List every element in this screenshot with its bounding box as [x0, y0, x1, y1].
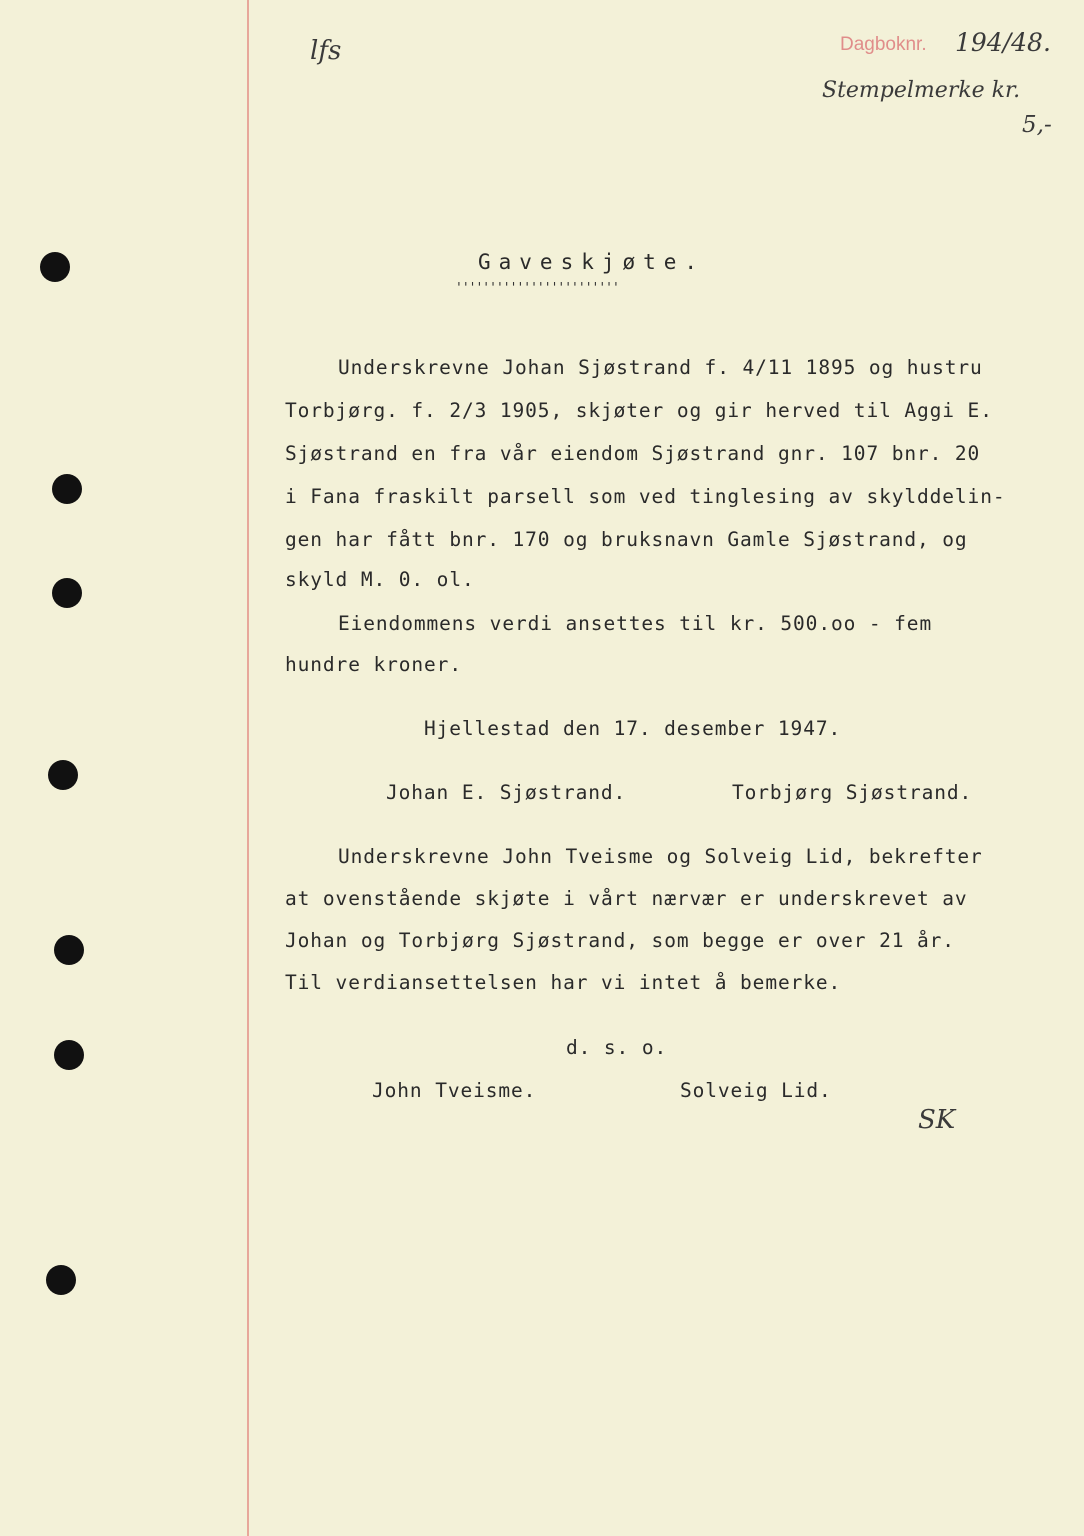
punch-hole — [48, 760, 78, 790]
punch-hole — [52, 578, 82, 608]
text-line: Johan og Torbjørg Sjøstrand, som begge er over 21 år. — [285, 929, 955, 952]
dso-line: d. s. o. — [566, 1036, 668, 1059]
punch-hole — [46, 1265, 76, 1295]
text-line: Eiendommens verdi ansettes til kr. 500.oo - fem — [338, 612, 933, 635]
text-line: hundre kroner. — [285, 653, 462, 676]
text-line: Til verdiansettelsen har vi intet å bemerke. — [285, 971, 842, 994]
stamp-amount: 5,- — [1022, 112, 1052, 138]
text-line: skyld M. 0. ol. — [285, 568, 475, 591]
punch-hole — [54, 1040, 84, 1070]
place-date: Hjellestad den 17. desember 1947. — [424, 717, 842, 740]
dagbok-number: 194/48. — [955, 28, 1051, 57]
text-line: gen har fått bnr. 170 og bruksnavn Gamle Sjøstrand, og — [285, 528, 968, 551]
text-line: Underskrevne John Tveisme og Solveig Lid, bekrefter — [338, 845, 983, 868]
document-title: Gaveskjøte. — [478, 250, 706, 274]
title-underline: '''''''''''''''''''''''' — [455, 281, 619, 296]
text-line: Underskrevne Johan Sjøstrand f. 4/11 1895 og hustru — [338, 356, 983, 379]
witness-signature-right: Solveig Lid. — [680, 1079, 832, 1102]
handwritten-initials-bottom: SK — [918, 1105, 956, 1135]
punch-hole — [40, 252, 70, 282]
handwritten-initials-top: lfs — [310, 36, 342, 66]
margin-line — [247, 0, 249, 1536]
signature-right: Torbjørg Sjøstrand. — [732, 781, 973, 804]
text-line: Torbjørg. f. 2/3 1905, skjøter og gir herved til Aggi E. — [285, 399, 993, 422]
text-line: Sjøstrand en fra vår eiendom Sjøstrand gnr. 107 bnr. 20 — [285, 442, 981, 465]
dagbok-stamp-label: Dagboknr. — [840, 34, 927, 55]
punch-hole — [52, 474, 82, 504]
text-line: at ovenstående skjøte i vårt nærvær er underskrevet av — [285, 887, 968, 910]
stamp-note: Stempelmerke kr. — [822, 78, 1021, 103]
punch-hole — [54, 935, 84, 965]
text-line: i Fana fraskilt parsell som ved tinglesing av skylddelin- — [285, 485, 1006, 508]
signature-left: Johan E. Sjøstrand. — [386, 781, 627, 804]
witness-signature-left: John Tveisme. — [372, 1079, 537, 1102]
